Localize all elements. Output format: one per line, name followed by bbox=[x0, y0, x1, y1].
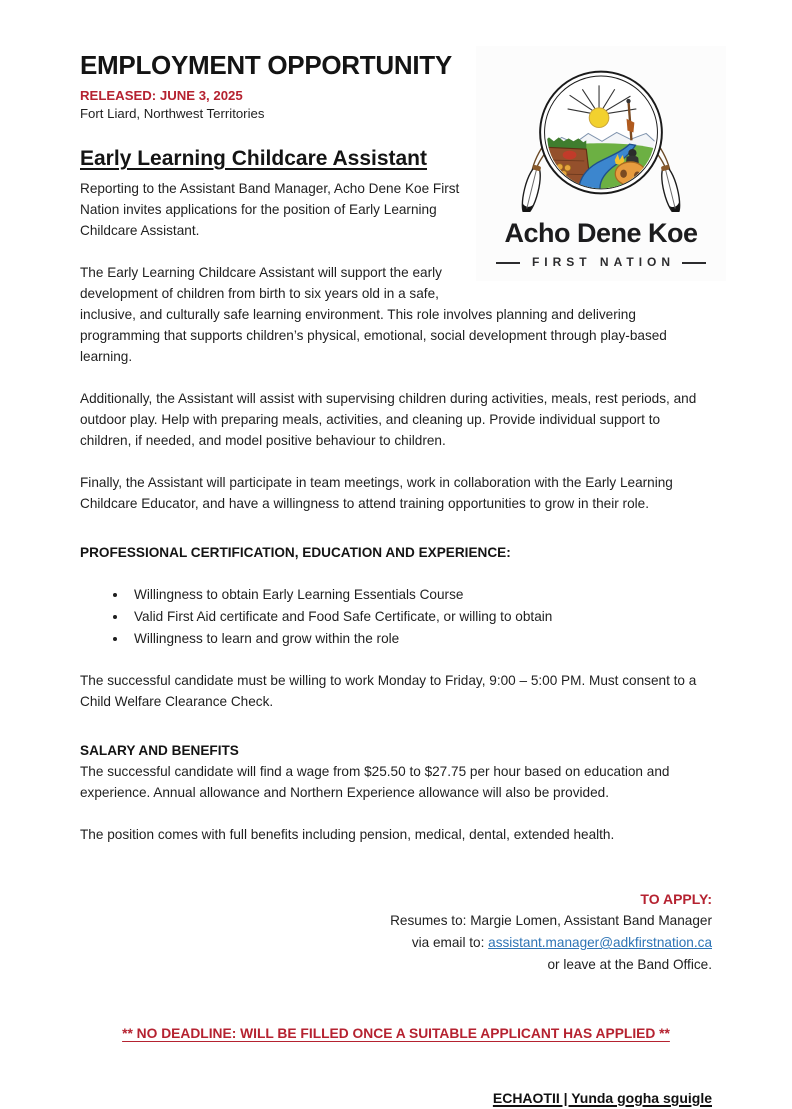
sun-icon bbox=[589, 108, 609, 128]
apply-dropoff-line: or leave at the Band Office. bbox=[547, 957, 712, 972]
salary-heading: SALARY AND BENEFITS bbox=[80, 743, 239, 758]
schedule-paragraph: The successful candidate must be willing to work Monday to Friday, 9:00 – 5:00 PM. Must consent to a Child Welfare Clearance Check. bbox=[80, 673, 697, 709]
certification-list bbox=[80, 584, 712, 649]
list-item: • Willingness to obtain Early Learning Essentials Course bbox=[128, 584, 712, 605]
job-intro-paragraph: Reporting to the Assistant Band Manager, Acho Dene Koe First Nation invites applications for the position of Early Learning Childcare Assistant. bbox=[80, 181, 460, 238]
left-feather-icon bbox=[518, 164, 544, 212]
subtitle-right-dash bbox=[682, 262, 706, 264]
job-paragraph: Finally, the Assistant will participate in team meetings, work in collaboration with the Early Learning Childcare Educator, and have a willingness to attend training opportunities to grow in their role. bbox=[80, 475, 673, 511]
footer-motto: ECHAOTII | Yunda gogha sguigle bbox=[492, 1090, 712, 1106]
org-subtitle: FIRST NATION bbox=[531, 255, 676, 269]
location-line: Fort Liard, Northwest Territories bbox=[80, 106, 265, 121]
red-animal bbox=[563, 151, 577, 160]
first-nation-emblem-icon bbox=[483, 50, 719, 212]
email-link[interactable]: assistant.manager@adkfirstnation.ca bbox=[488, 935, 712, 950]
org-name: Acho Dene Koe bbox=[504, 218, 698, 248]
released-date: RELEASED: JUNE 3, 2025 bbox=[80, 88, 243, 103]
right-feather-icon bbox=[658, 164, 684, 212]
apply-block bbox=[80, 888, 712, 976]
certification-heading: PROFESSIONAL CERTIFICATION, EDUCATION AND EXPERIENCE: bbox=[80, 545, 511, 560]
job-title: Early Learning Childcare Assistant bbox=[80, 147, 428, 170]
list-item: • Valid First Aid certificate and Food Safe Certificate, or willing to obtain bbox=[128, 606, 712, 627]
subtitle-left-dash bbox=[496, 262, 520, 264]
apply-email-prefix: via email to: bbox=[411, 935, 489, 950]
org-subtitle-row bbox=[476, 252, 726, 273]
benefits-paragraph: The position comes with full benefits including pension, medical, dental, extended health. bbox=[80, 827, 615, 842]
apply-heading: TO APPLY: bbox=[640, 891, 712, 907]
job-paragraph: Additionally, the Assistant will assist with supervising children during activities, meals, rest periods, and outdoor play. Help with preparing meals, activities, and cleaning up. Provide individual support to children, if needed, and model positive behaviour to children. bbox=[80, 391, 697, 448]
list-item: • Willingness to learn and grow within the role bbox=[128, 628, 712, 649]
apply-contact-line: Resumes to: Margie Lomen, Assistant Band Manager bbox=[390, 913, 712, 928]
job-paragraph: The Early Learning Childcare Assistant will support the early development of children from birth to six years old in a safe, inclusive, and culturally safe learning environment. This role involves planning and delivering programming that supports children’s physical, emotional, social development through play-based learning. bbox=[80, 265, 667, 364]
salary-paragraph: The successful candidate will find a wage from $25.50 to $27.75 per hour based on education and experience. Annual allowance and Northern Experience allowance will also be provided. bbox=[80, 764, 670, 800]
apply-email-line bbox=[80, 932, 712, 954]
org-logo bbox=[476, 46, 726, 281]
page-title: EMPLOYMENT OPPORTUNITY bbox=[80, 50, 452, 80]
deadline-notice: ** NO DEADLINE: WILL BE FILLED ONCE A SUITABLE APPLICANT HAS APPLIED ** bbox=[122, 1026, 670, 1041]
